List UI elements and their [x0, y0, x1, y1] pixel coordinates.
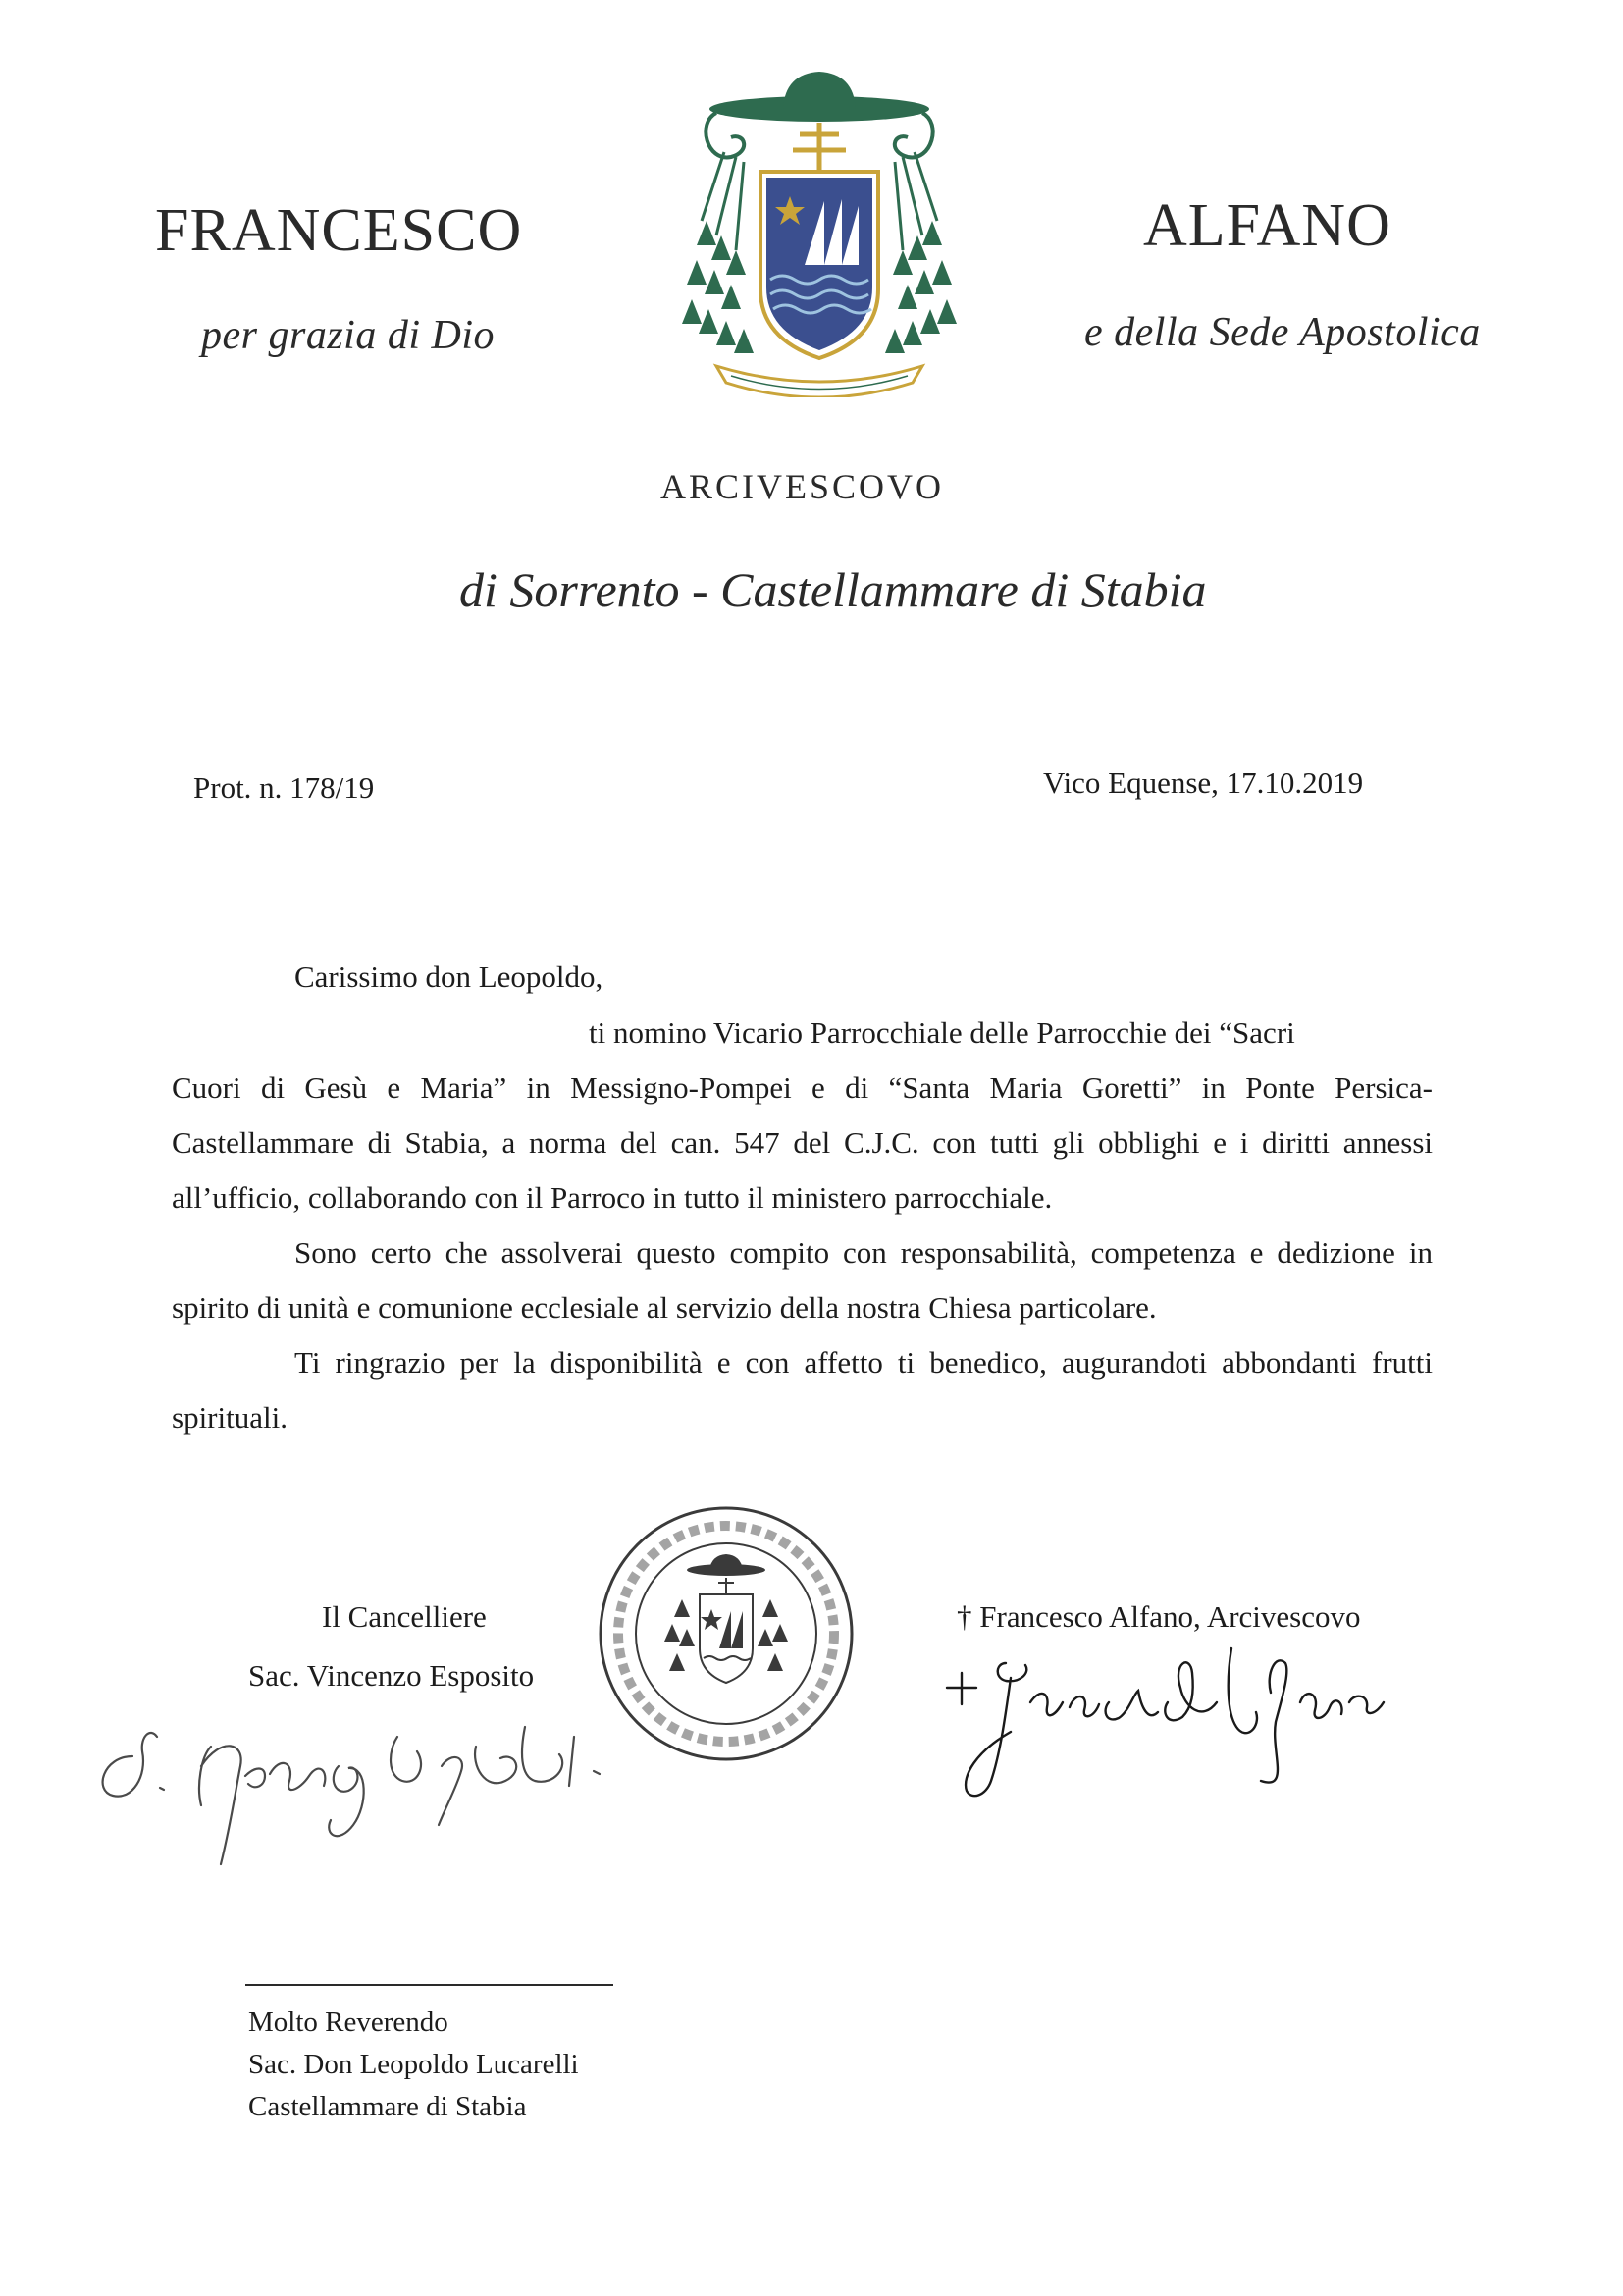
- chancellor-role: Il Cancelliere: [322, 1599, 487, 1634]
- paragraph-3: Ti ringrazio per la disponibilità e con affetto ti benedico, augurandoti abbondanti frutti spirituali.: [172, 1345, 1433, 1435]
- subtitle-left: per grazia di Dio: [201, 313, 496, 358]
- last-name-heading: ALFANO: [1143, 192, 1391, 259]
- recipient-city: Castellammare di Stabia: [248, 2091, 527, 2122]
- first-name-heading: FRANCESCO: [155, 197, 523, 264]
- recipient-divider: [245, 1984, 613, 1986]
- salutation: Carissimo don Leopoldo,: [294, 960, 603, 994]
- archbishop-title: ARCIVESCOVO: [660, 467, 945, 506]
- recipient-name: Sac. Don Leopoldo Lucarelli: [248, 2049, 579, 2080]
- coat-of-arms-icon: [677, 64, 962, 397]
- subtitle-right: e della Sede Apostolica: [1084, 310, 1481, 355]
- letter-first-line: ti nomino Vicario Parrocchiale delle Parrocchie dei “Sacri: [589, 1016, 1295, 1050]
- recipient-block: [248, 2002, 579, 2128]
- archbishop-signature-label: † Francesco Alfano, Arcivescovo: [957, 1599, 1361, 1634]
- chancellor-name: Sac. Vincenzo Esposito: [248, 1658, 535, 1693]
- official-seal-icon: [594, 1501, 859, 1766]
- chancellor-signature-icon: [74, 1697, 662, 1884]
- protocol-number: Prot. n. 178/19: [193, 770, 375, 805]
- paragraph-2: Sono certo che assolverai questo compito con responsabilità, competenza e dedizione in spirito di unità e comunione ecclesiale al servizio della nostra Chiesa particolare.: [172, 1235, 1433, 1325]
- letter-body: [172, 1006, 1433, 1445]
- recipient-salutation: Molto Reverendo: [248, 2007, 448, 2038]
- paragraph-1: Cuori di Gesù e Maria” in Messigno-Pompei e di “Santa Maria Goretti” in Ponte Persica-Castellammare di Stabia, a norma del can. 547 del C.J.C. con tutti gli obblighi e i diritti annessi all’ufficio, collaborando con il Parroco in tutto il ministero parrocchiale.: [172, 1070, 1433, 1215]
- archbishop-signature-icon: [937, 1634, 1388, 1820]
- diocese-title: di Sorrento - Castellammare di Stabia: [459, 562, 1207, 617]
- place-date: Vico Equense, 17.10.2019: [1043, 765, 1364, 800]
